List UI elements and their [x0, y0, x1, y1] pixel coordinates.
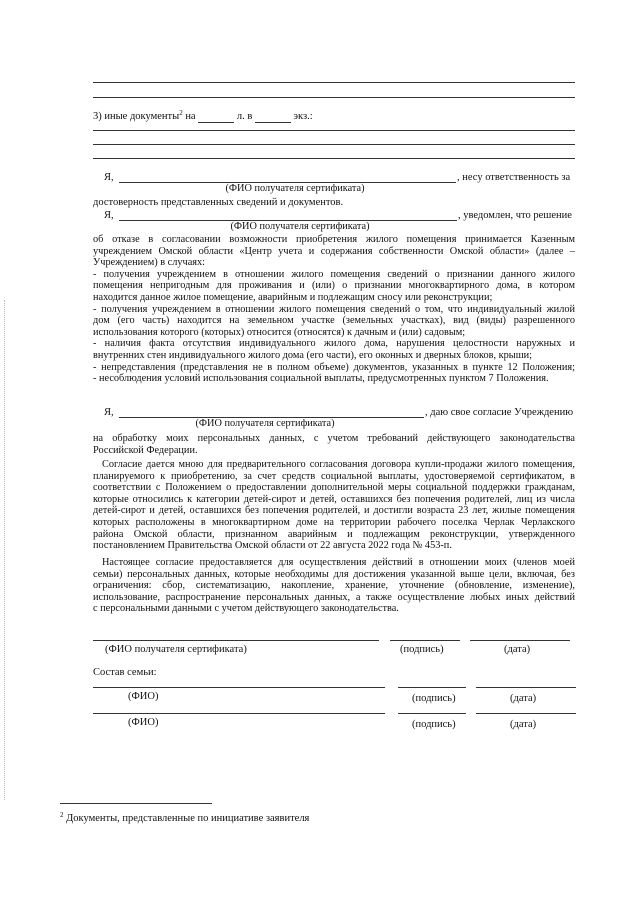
recipient-name-caption: (ФИО получателя сертификата) [105, 644, 247, 655]
blank-line [93, 97, 575, 98]
text-line: использование, распространение персональных данных, а также осуществление любых иных действий [93, 591, 575, 603]
family-fio-caption-1: (ФИО) [128, 691, 159, 702]
family-label: Состав семьи: [93, 667, 157, 678]
text-line: постановлением Правительства Омской области от 22 августа 2022 года № 453-п. [93, 540, 452, 552]
notice-ya: Я, [104, 210, 114, 221]
responsibility-caption: (ФИО получателя сертификата) [225, 183, 365, 194]
recipient-date-line[interactable] [470, 640, 570, 641]
family-signature-caption-2: (подпись) [412, 719, 456, 730]
family-date-line-2[interactable] [476, 713, 576, 714]
text-line: - наличия факта отсутствия индивидуального жилого дома, нарушения целостности наружных и [93, 338, 575, 350]
scan-edge [4, 300, 6, 800]
agreement-paragraph [93, 459, 575, 552]
blank-line [93, 82, 575, 83]
text-line: помещения непригодным для проживания и (или) о признании многоквартирного дома, в котором [93, 280, 575, 292]
family-signature-line-2[interactable] [398, 713, 466, 714]
family-signature-caption-1: (подпись) [412, 693, 456, 704]
recipient-date-caption: (дата) [504, 644, 531, 655]
family-date-line-1[interactable] [476, 687, 576, 688]
text-line: соответствии с Положением о предоставлении дополнительной меры социальной поддержки гражданам, [93, 482, 575, 494]
footnote [60, 812, 309, 825]
text-line: планируемого к приобретению, за счет средств социальной выплаты, удостоверяемой сертификатом, в [93, 470, 575, 482]
text-line: семьи) персональных данных, которые необходимы для достижения указанной выше цели, включая, без [93, 568, 575, 580]
text-line: ограничения: сбор, систематизацию, накопление, хранение, уточнение (обновление, изменение), [93, 580, 575, 592]
text-line: на обработку моих персональных данных, с учетом требований действующего законодательства [93, 433, 575, 444]
text-line: - несоблюдения условий использования социальной выплаты, предусмотренных пунктом 7 Положения. [93, 373, 549, 385]
consent-caption: (ФИО получателя сертификата) [195, 418, 335, 429]
text-line: Настоящее согласие предоставляется для осуществления действий в отношении моих (членов моей [102, 557, 575, 568]
text-line: внутренних стен индивидуального жилого дома (его части), его оконных и дверных блоков, крыши; [93, 349, 533, 361]
other-documents-line: 3) иные документы$^2$ на л. в экз.: [93, 109, 313, 122]
responsibility-ya: Я, [104, 172, 114, 183]
sheets-count-field[interactable] [198, 122, 234, 123]
text-line: - непредставления (представления не в полном объеме) документов, указанных в пункте 12 Положения; [93, 361, 575, 373]
footnote-text: Документы, представленные по инициативе заявителя [66, 813, 310, 824]
family-fio-caption-2: (ФИО) [128, 717, 159, 728]
text-line: Учреждением) в случаях: [93, 257, 206, 269]
text-line: - получения учреждением в отношении жилого помещения сведений о том, что индивидуальный жилой [93, 303, 575, 315]
notice-caption: (ФИО получателя сертификата) [230, 221, 370, 232]
footnote-number: 2 [60, 811, 64, 819]
consent-ya: Я, [104, 407, 114, 418]
family-date-caption-1: (дата) [510, 693, 537, 704]
notice-paragraph [93, 234, 575, 385]
family-date-caption-2: (дата) [510, 719, 537, 730]
family-name-line-2[interactable] [93, 713, 385, 714]
notice-tail: , уведомлен, что решение [458, 210, 572, 221]
text-line: использования которого (которых) относится (относятся) к дачным и (или) садовым; [93, 326, 466, 338]
actions-paragraph [93, 557, 575, 615]
recipient-name-line[interactable] [93, 640, 379, 641]
text-line: об отказе в согласовании возможности приобретения жилого помещения принимается Казенным [93, 234, 575, 245]
responsibility-tail: , несу ответственность за [457, 172, 571, 183]
copies-count-field[interactable] [255, 122, 291, 123]
family-signature-line-1[interactable] [398, 687, 466, 688]
text-line: Российской Федерации. [93, 444, 198, 456]
responsibility-line2: достоверность представленных сведений и документов. [93, 197, 344, 208]
footnote-separator [60, 803, 212, 804]
text-line: детей-сирот и детей, оставшихся без попечения родителей, и достигли возраста 23 лет, жилые помещения [93, 505, 575, 517]
text-line: с персональными данными с учетом действующего законодательства. [93, 603, 399, 615]
text-line: Согласие дается мною для предварительного согласования договора купли-продажи жилого помещения, [102, 459, 575, 470]
blank-line [93, 130, 575, 131]
text-line: которые относились к категории детей-сирот и детей, оставшихся без попечения родителей, лиц из числа [93, 493, 575, 505]
consent-paragraph [93, 433, 575, 456]
blank-line [93, 144, 575, 145]
text-line: которых расположены в многоквартирном доме на территории рабочего поселка Черлак Черлакского [93, 516, 575, 528]
consent-tail: , даю свое согласие Учреждению [425, 407, 574, 418]
text-line: находится данное жилое помещение, аварийным и подлежащим сносу или реконструкции; [93, 291, 493, 303]
text-line: дом (его часть) находится на земельном участке (земельных участках), вид (виды) разрешенного [93, 315, 575, 327]
text-line: района Омской области, признанном аварийным и подлежащим реконструкции, утвержденного [93, 528, 575, 540]
text-line: - получения учреждением в отношении жилого помещения сведений о признании данного жилого [93, 268, 575, 280]
text-line: учреждением Омской области «Центр учета и содержания собственности Омской области» (далее – [93, 245, 575, 257]
blank-line [93, 158, 575, 159]
recipient-signature-caption: (подпись) [400, 644, 444, 655]
family-name-line-1[interactable] [93, 687, 385, 688]
recipient-signature-line[interactable] [390, 640, 460, 641]
